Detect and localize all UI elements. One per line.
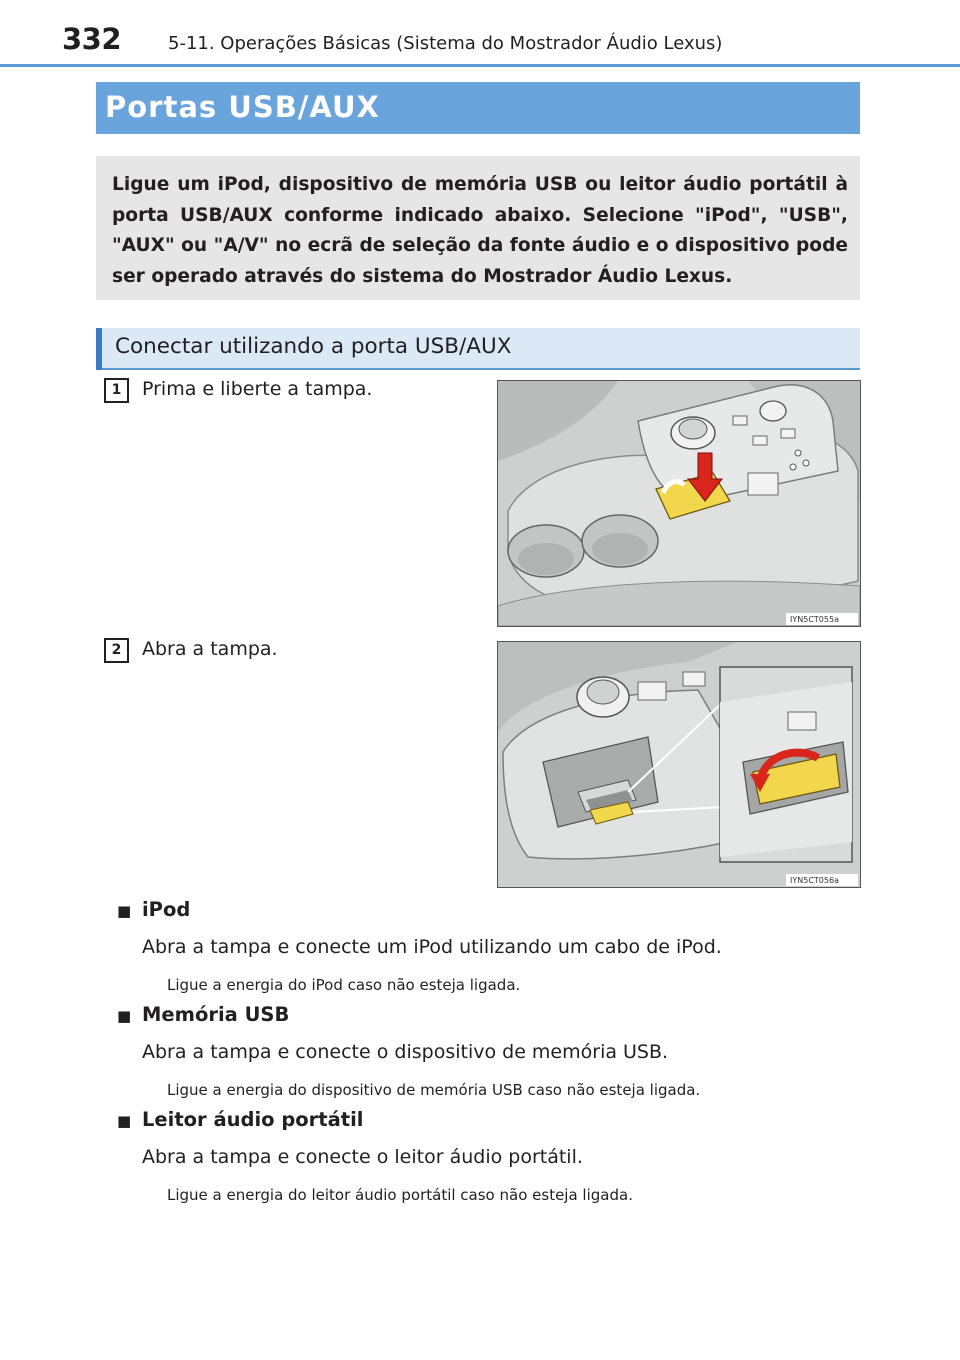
section-accent-bar [96, 328, 102, 370]
item-portable-title: Leitor áudio portátil [142, 1108, 364, 1131]
step-number-1: 1 [104, 378, 129, 403]
item-usb-title: Memória USB [142, 1003, 290, 1026]
item-ipod-title: iPod [142, 898, 191, 921]
figure-code-1: IYN5CT055a [790, 615, 839, 624]
header-divider [0, 64, 960, 67]
item-usb-note: Ligue a energia do dispositivo de memória USB caso não esteja ligada. [167, 1081, 701, 1099]
item-portable-body: Abra a tampa e conecte o leitor áudio portátil. [142, 1146, 583, 1168]
intro-text: Ligue um iPod, dispositivo de memória USB ou leitor áudio portátil à porta USB/AUX conforme indicado abaixo. Selecione "iPod", "USB", "AUX" ou "A/V" no ecrã de seleção da fonte áudio e o dispositivo pode ser operado através do sistema do Mostrador Áudio Lexus. [112, 174, 848, 287]
item-ipod-note: Ligue a energia do iPod caso não esteja ligada. [167, 976, 521, 994]
step-1-text: Prima e liberte a tampa. [142, 378, 373, 400]
bullet-icon: ■ [117, 1007, 132, 1025]
section-title: Conectar utilizando a porta USB/AUX [115, 334, 512, 359]
figure-open-cover [497, 641, 861, 888]
chapter-title: 5-11. Operações Básicas (Sistema do Mostrador Áudio Lexus) [168, 33, 723, 54]
figure-code-2: IYN5CT056a [790, 876, 839, 885]
intro-box [96, 156, 860, 300]
bullet-icon: ■ [117, 1112, 132, 1130]
console-illustration-2 [498, 642, 860, 887]
item-portable-note: Ligue a energia do leitor áudio portátil caso não esteja ligada. [167, 1186, 633, 1204]
section-header [96, 328, 860, 370]
step-2-text: Abra a tampa. [142, 638, 278, 660]
page-title-bar [96, 82, 860, 134]
figure-press-release-cover [497, 380, 861, 627]
step-number-2: 2 [104, 638, 129, 663]
page-title: Portas USB/AUX [105, 90, 380, 124]
console-illustration-1 [498, 381, 860, 626]
item-ipod-body: Abra a tampa e conecte um iPod utilizando um cabo de iPod. [142, 936, 722, 958]
page-number: 332 [62, 22, 122, 56]
item-usb-body: Abra a tampa e conecte o dispositivo de memória USB. [142, 1041, 669, 1063]
bullet-icon: ■ [117, 902, 132, 920]
